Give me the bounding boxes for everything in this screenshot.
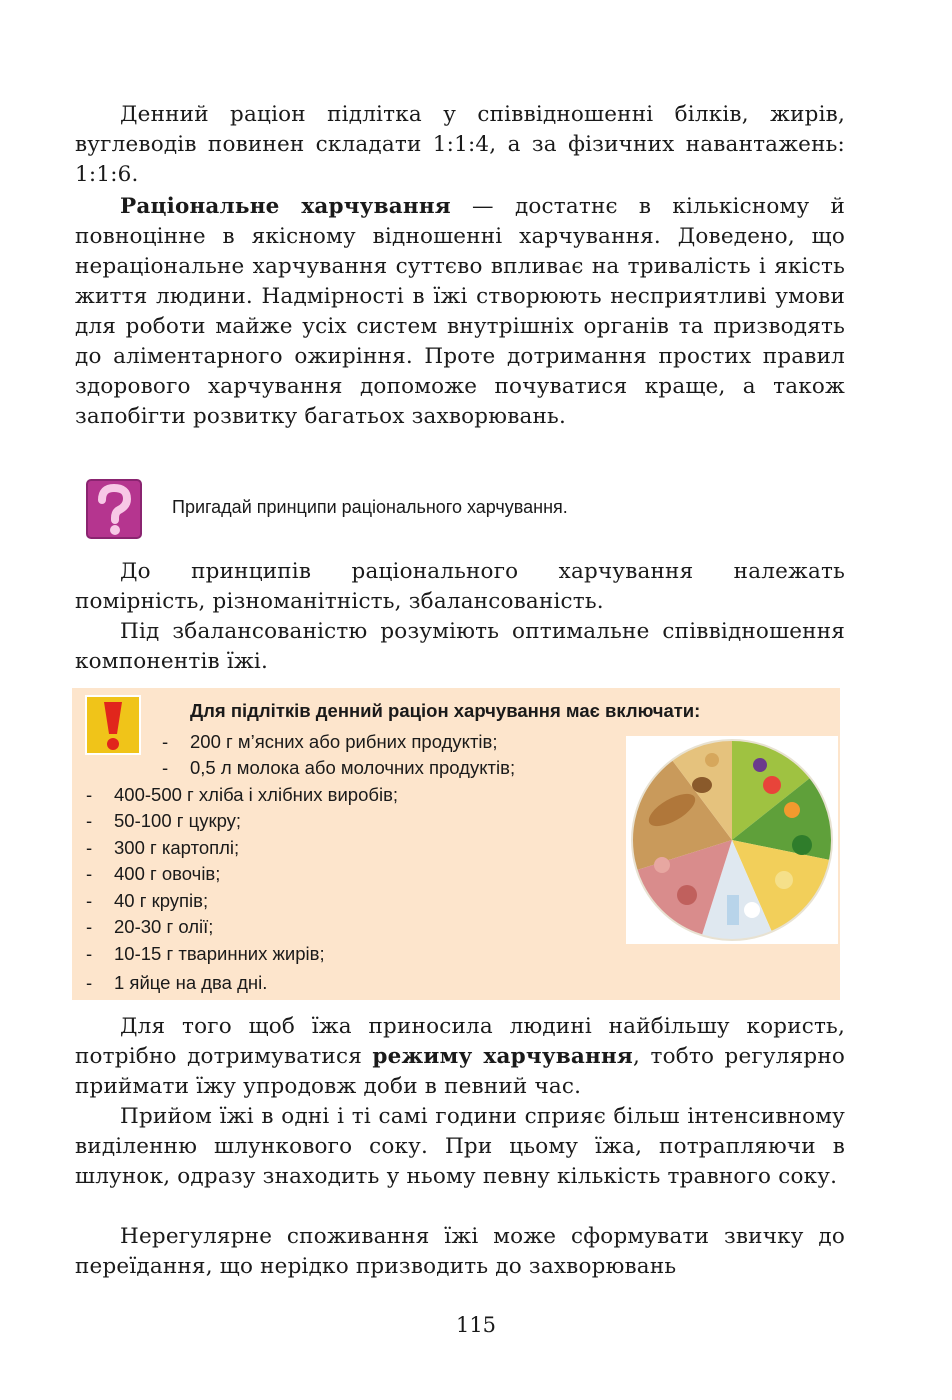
- list-item: - 400 г овочів;: [86, 863, 221, 884]
- term-eating-regime: режиму харчування: [372, 1044, 634, 1069]
- list-item: - 0,5 л молока або молочних продуктів;: [162, 757, 516, 778]
- list-item: - 40 г крупів;: [86, 890, 209, 911]
- food-plate-illustration: [626, 736, 838, 944]
- daily-ration-infobox: [72, 688, 840, 1000]
- paragraph-principles: До принципів раціонального харчування належать помірність, різноманітність, збалансованість.: [75, 559, 845, 614]
- paragraph-eating-regime: Для того щоб їжа приносила людині найбільшу користь, потрібно дотримуватися режиму харчування, тобто регулярно приймати їжу упродовж доби в певний час.: [75, 1014, 846, 1099]
- list-item: - 1 яйце на два дні.: [86, 972, 268, 993]
- list-item: - 400-500 г хліба і хлібних виробів;: [86, 784, 399, 805]
- paragraph-daily-ratio: Денний раціон підлітка у співвідношенні білків, жирів, вуглеводів повинен складати 1:1:4, а за фізичних навантажень: 1:1:6.: [75, 102, 845, 187]
- list-item: - 50-100 г цукру;: [86, 810, 242, 831]
- paragraph-rational-nutrition: Раціональне харчування — достатнє в кількісному й повноцінне в якісному відношенні харчування. Доведено, що нераціональне харчування суттєво впливає на тривалість і якість життя людини. Надмірності в їжі створюють несприятливі умови для роботи майже усіх систем внутрішніх органів та призводять до аліментарного ожиріння. Проте дотримання простих правил здорового харчування допоможе почуватися краще, а також запобігти розвитку багатьох захворювань.: [75, 194, 846, 429]
- list-item: - 200 г м’ясних або рибних продуктів;: [162, 731, 498, 752]
- question-text: Пригадай принципи раціонального харчування.: [172, 497, 568, 517]
- paragraph-meal-times: Прийом їжі в одні і ті самі години сприяє більш інтенсивному виділенню шлункового соку. При цьому їжа, потрапляючи в шлунок, одразу знаходить у ньому певну кількість травного соку.: [75, 1104, 845, 1189]
- question-mark-icon: [85, 478, 143, 540]
- list-item: - 300 г картоплі;: [86, 837, 240, 858]
- list-item: - 20-30 г олії;: [86, 916, 214, 937]
- term-rational-nutrition: Раціональне харчування: [120, 194, 451, 219]
- list-item: - 10-15 г тваринних жирів;: [86, 943, 325, 964]
- exclamation-icon: [84, 694, 142, 756]
- page-number: 115: [455, 1313, 497, 1337]
- paragraph-balance: Під збалансованістю розуміють оптимальне співвідношення компонентів їжі.: [75, 619, 845, 674]
- infobox-title: Для підлітків денний раціон харчування має включати:: [190, 700, 701, 721]
- paragraph-irregular-eating: Нерегулярне споживання їжі може сформувати звичку до переїдання, що нерідко призводить до захворювань: [75, 1224, 845, 1279]
